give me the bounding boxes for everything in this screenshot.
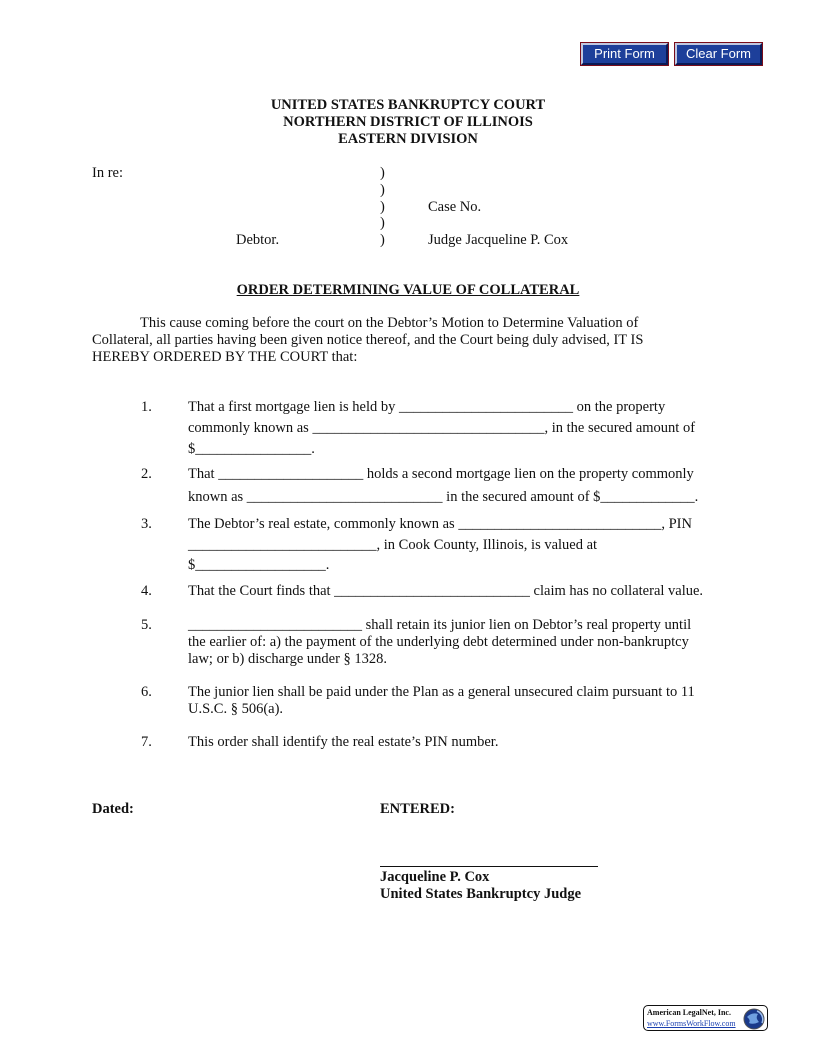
item-3-line: The Debtor’s real estate, commonly known as ____________________________, PIN [188, 516, 692, 532]
order-title [0, 282, 816, 299]
order-title-text: ORDER DETERMINING VALUE OF COLLATERAL [236, 282, 580, 298]
american-legalnet-logo [643, 1005, 768, 1031]
globe-icon [743, 1008, 765, 1035]
judge-label: Judge Jacqueline P. Cox [428, 232, 569, 248]
caption-paren: ) [380, 165, 385, 181]
item-5-line: law; or b) discharge under § 1328. [188, 651, 388, 667]
intro-line: This cause coming before the court on the Debtor’s Motion to Determine Valuation of [140, 315, 639, 331]
item-1-line: $________________. [188, 441, 315, 457]
case-number-label: Case No. [428, 199, 482, 215]
item-5-line: ________________________ shall retain its junior lien on Debtor’s real property until [188, 617, 692, 633]
item-number: 5. [141, 617, 152, 633]
division-name: EASTERN DIVISION [338, 131, 478, 147]
judge-name: Jacqueline P. Cox [380, 869, 490, 885]
judge-title: United States Bankruptcy Judge [380, 886, 582, 902]
district-name: NORTHERN DISTRICT OF ILLINOIS [283, 114, 533, 130]
dated-label: Dated: [92, 801, 134, 817]
court-name: UNITED STATES BANKRUPTCY COURT [270, 97, 546, 113]
item-1-line: commonly known as ________________________________, in the secured amount of [188, 420, 696, 436]
item-4-line: That the Court finds that ___________________________ claim has no collateral value. [188, 583, 704, 599]
item-number: 3. [141, 516, 152, 532]
item-3-line: $__________________. [188, 557, 330, 573]
item-6-line: The junior lien shall be paid under the Plan as a general unsecured claim pursuant to 11 [188, 684, 695, 700]
item-3-line: __________________________, in Cook County, Illinois, is valued at [188, 537, 598, 553]
entered-label: ENTERED: [380, 801, 455, 817]
caption-paren: ) [380, 199, 385, 215]
caption-paren: ) [380, 232, 385, 248]
signature-line [380, 866, 598, 867]
debtor-label: Debtor. [236, 232, 280, 248]
caption-paren: ) [380, 215, 385, 231]
item-number: 1. [141, 399, 152, 415]
in-re-label: In re: [92, 165, 123, 181]
item-6-line: U.S.C. § 506(a). [188, 701, 284, 717]
print-form-button[interactable]: Print Form [581, 43, 668, 65]
caption-paren: ) [380, 182, 385, 198]
item-number: 4. [141, 583, 152, 599]
intro-line: Collateral, all parties having been given notice thereof, and the Court being duly advised, IT IS [92, 332, 644, 348]
item-number: 2. [141, 466, 152, 482]
item-1-line: That a first mortgage lien is held by ________________________ on the property [188, 399, 666, 415]
clear-form-button[interactable]: Clear Form [675, 43, 762, 65]
intro-line: HEREBY ORDERED BY THE COURT that: [92, 349, 358, 365]
item-5-line: the earlier of: a) the payment of the underlying debt determined under non-bankruptcy [188, 634, 689, 650]
item-number: 7. [141, 734, 152, 750]
item-number: 6. [141, 684, 152, 700]
item-7-line: This order shall identify the real estate’s PIN number. [188, 734, 499, 750]
logo-company: American LegalNet, Inc. [647, 1008, 731, 1017]
item-2-line: known as ___________________________ in the secured amount of $_____________. [188, 489, 699, 505]
item-2-line: That ____________________ holds a second mortgage lien on the property commonly [188, 466, 694, 482]
logo-url-link[interactable]: www.FormsWorkFlow.com [647, 1019, 736, 1028]
